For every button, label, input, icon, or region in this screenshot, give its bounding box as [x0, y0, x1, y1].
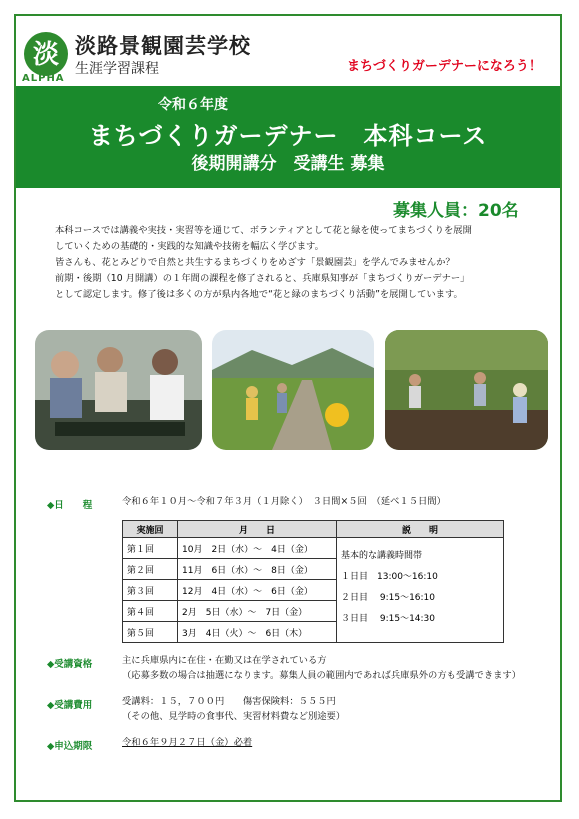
fee-line2: （その他、見学時の食事代、実習材料費など別途要） — [122, 711, 346, 722]
schedule-label: ◆日 程 — [47, 500, 93, 511]
date-cell: 3月 4日（火）～ 6日（木） — [178, 622, 337, 643]
deadline-text: 令和６年９月２７日（金）必着 — [122, 737, 253, 748]
photo-garden-work — [385, 330, 548, 450]
session-cell: 第２回 — [123, 559, 178, 580]
date-cell: 11月 6日（水）～ 8日（金） — [178, 559, 337, 580]
col-date: 月 日 — [178, 521, 337, 538]
date-cell: 10月 2日（水）～ 4日（金） — [178, 538, 337, 559]
school-logo — [22, 30, 70, 78]
intro-line: 前期・後期（10 月開講）の１年間の課程を修了されると、兵庫県知事が「まちづくりガーデナー」 — [55, 273, 470, 284]
intro-line: 皆さんも、花とみどりで自然と共生するまちづくりをめざす「景観園芸」を学んでみませんか？ — [55, 257, 455, 268]
time-notes — [337, 538, 504, 643]
date-cell: 2月 5日（水）～ 7日（金） — [178, 601, 337, 622]
date-cell: 12月 4日（水）～ 6日（金） — [178, 580, 337, 601]
intro-line: として認定します。修了後は多くの方が県内各地で“花と緑のまちづくり活動”を展開しています。 — [55, 289, 463, 300]
intro-text — [55, 223, 535, 303]
logo-alpha-text: ALPHA — [22, 73, 65, 84]
eligibility-line1: 主に兵庫県内に在住・在勤又は在学されている方 — [122, 655, 327, 666]
school-name: 淡路景観園芸学校 — [75, 34, 251, 58]
banner-subtitle: 後期開講分 受講生 募集 — [191, 154, 385, 174]
note-day2: ２日目 9:15～16:10 — [341, 593, 436, 603]
title-banner — [16, 86, 560, 188]
table-row — [123, 538, 504, 559]
intro-line: していくための基礎的・実践的な知識や技術を幅広く学びます。 — [55, 241, 324, 252]
photo-field-tour — [212, 330, 374, 450]
photo-workshop — [35, 330, 202, 450]
note-title: 基本的な講義時間帯 — [341, 551, 423, 561]
deadline-label: ◆申込期限 — [47, 741, 93, 752]
school-subtitle: 生涯学習課程 — [75, 61, 159, 77]
schedule-text: 令和６年１０月～令和７年３月（１月除く） ３日間×５回 （延べ１５日間） — [122, 496, 446, 507]
svg-text:淡: 淡 — [32, 40, 60, 70]
schedule-table — [122, 520, 504, 643]
col-session: 実施回 — [123, 521, 178, 538]
recruit-count: 募集人員：20名 — [393, 201, 519, 221]
fee-label: ◆受講費用 — [47, 700, 93, 711]
eligibility-line2: （応募多数の場合は抽選になります。募集人員の範囲内であれば兵庫県外の方も受講できます） — [122, 670, 522, 681]
fee-line1: 受講料：１５，７００円 傷害保険料：５５５円 — [122, 696, 336, 707]
session-cell: 第３回 — [123, 580, 178, 601]
col-note: 説 明 — [337, 521, 504, 538]
session-cell: 第４回 — [123, 601, 178, 622]
intro-line: 本科コースでは講義や実技・実習等を通じて、ボランティアとして花と緑を使ってまちづくりを展開 — [55, 225, 472, 236]
banner-year: 令和６年度 — [158, 97, 228, 113]
note-day3: ３日目 9:15～14:30 — [341, 614, 436, 624]
eligibility-label: ◆受講資格 — [47, 659, 93, 670]
slogan: まちづくりガーデナーになろう！ — [347, 59, 542, 74]
session-cell: 第１回 — [123, 538, 178, 559]
session-cell: 第５回 — [123, 622, 178, 643]
banner-title: まちづくりガーデナー 本科コース — [88, 122, 488, 150]
note-day1: １日目 13:00～16:10 — [341, 572, 438, 582]
